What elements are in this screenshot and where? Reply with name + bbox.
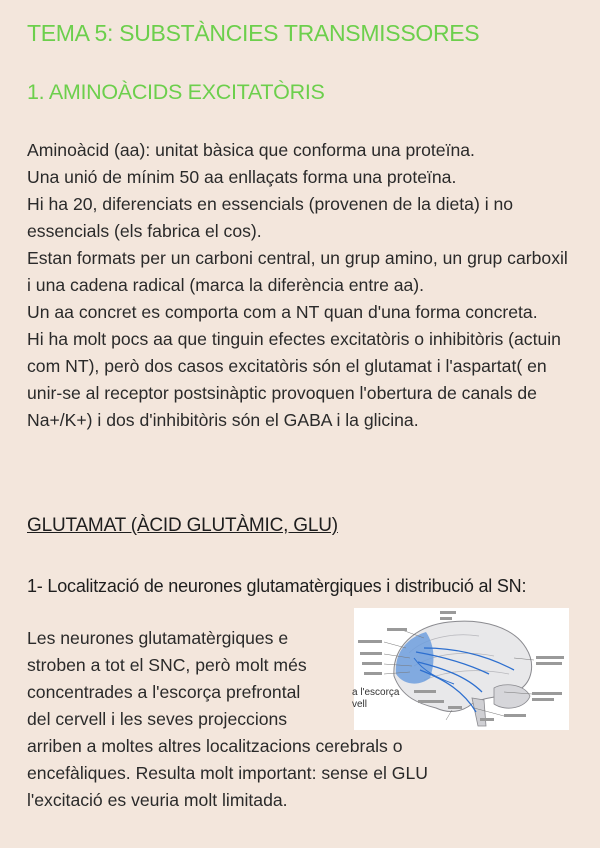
paragraph: Hi ha molt pocs aa que tinguin efectes excitatòris o inhibitòris (actuin com NT), però dos casos excitatòris són el glutamat i l'aspartat( en unir-se al receptor postsinàptic provoquen l'obertura de canals de Na+/K+) i dos d'inhibitòris són el GABA i la glicina. bbox=[27, 329, 561, 430]
text-line: Les neurones glutamatèrgiques e bbox=[27, 628, 289, 648]
overlay-line: a l'escorça bbox=[352, 687, 400, 698]
overlay-line: vell bbox=[352, 699, 368, 710]
text-line: stroben a tot el SNC, però molt més bbox=[27, 655, 307, 675]
brain-glutamate-pathways-figure bbox=[354, 608, 569, 730]
paragraph: Estan formats per un carboni central, un grup amino, un grup carboxil i una cadena radical (marca la diferència entre aa). bbox=[27, 248, 568, 295]
figure-overlay-text bbox=[352, 687, 400, 711]
section-heading-glutamat: GLUTAMAT (ÀCID GLUTÀMIC, GLU) bbox=[27, 515, 338, 536]
text-line: arriben a moltes altres localitzacions cerebrals o bbox=[27, 736, 403, 756]
paragraph: Un aa concret es comporta com a NT quan d'una forma concreta. bbox=[27, 302, 538, 322]
document-title: TEMA 5: SUBSTÀNCIES TRANSMISSORES bbox=[27, 20, 480, 46]
section-heading-aminoacids: 1. AMINOÀCIDS EXCITATÒRIS bbox=[27, 80, 325, 104]
paragraph: Hi ha 20, diferenciats en essencials (provenen de la dieta) i no essencials (els fabrica el cos). bbox=[27, 194, 514, 241]
brain-diagram-icon bbox=[354, 608, 569, 730]
paragraph: Aminoàcid (aa): unitat bàsica que conforma una proteïna. bbox=[27, 140, 475, 160]
text-line: del cervell i les seves projeccions bbox=[27, 709, 288, 729]
text-line: l'excitació es veuria molt limitada. bbox=[27, 790, 288, 810]
text-line: encefàliques. Resulta molt important: sense el GLU bbox=[27, 763, 428, 783]
subsection-heading-localitzacio: 1- Localització de neurones glutamatèrgiques i distribució al SN: bbox=[27, 576, 527, 596]
text-line: concentrades a l'escorça prefrontal bbox=[27, 682, 301, 702]
paragraph: Una unió de mínim 50 aa enllaçats forma una proteïna. bbox=[27, 167, 457, 187]
intro-text bbox=[27, 137, 575, 434]
